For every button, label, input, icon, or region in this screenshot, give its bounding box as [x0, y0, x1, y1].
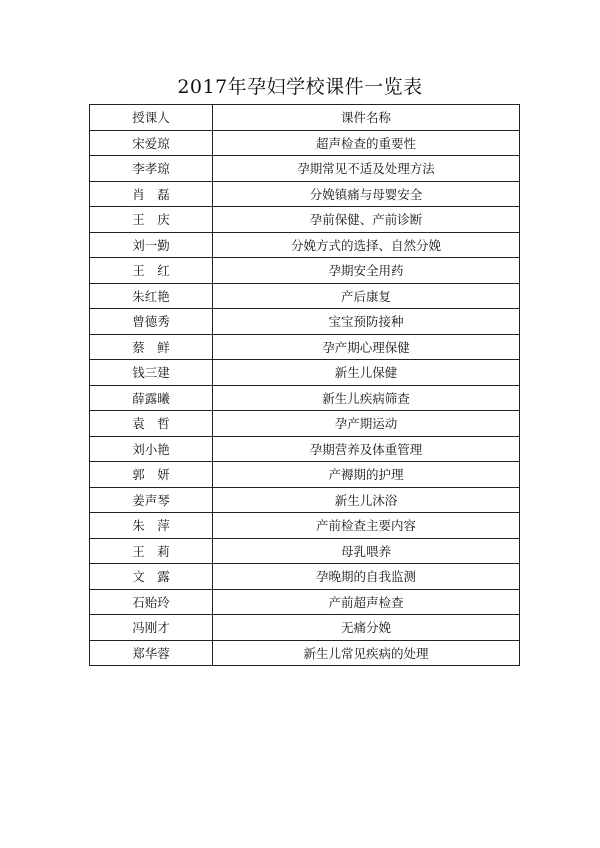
- teacher-cell: 王 庆: [90, 207, 213, 233]
- course-cell: 孕产期心理保健: [213, 334, 520, 360]
- teacher-cell: 朱红艳: [90, 283, 213, 309]
- header-teacher: 授课人: [90, 105, 213, 131]
- teacher-cell: 文 露: [90, 564, 213, 590]
- table-row: [90, 156, 520, 182]
- course-cell: 分娩镇痛与母婴安全: [213, 181, 520, 207]
- teacher-cell: 石贻玲: [90, 589, 213, 615]
- table-body: [90, 130, 520, 666]
- table-row: [90, 232, 520, 258]
- course-cell: 超声检查的重要性: [213, 130, 520, 156]
- course-cell: 孕期安全用药: [213, 258, 520, 284]
- teacher-cell: 袁 哲: [90, 411, 213, 437]
- table-row: [90, 487, 520, 513]
- table-row: [90, 411, 520, 437]
- page-title: 2017年孕妇学校课件一览表: [177, 76, 423, 98]
- teacher-cell: 肖 磊: [90, 181, 213, 207]
- teacher-cell: 王 红: [90, 258, 213, 284]
- course-cell: 孕产期运动: [213, 411, 520, 437]
- teacher-cell: 朱 萍: [90, 513, 213, 539]
- course-cell: 新生儿沐浴: [213, 487, 520, 513]
- table-row: [90, 181, 520, 207]
- course-cell: 产后康复: [213, 283, 520, 309]
- teacher-cell: 姜声琴: [90, 487, 213, 513]
- teacher-cell: 薛露曦: [90, 385, 213, 411]
- course-cell: 孕前保健、产前诊断: [213, 207, 520, 233]
- table-row: [90, 640, 520, 666]
- table-header-row: [90, 105, 520, 131]
- course-table: [89, 104, 520, 666]
- table-row: [90, 334, 520, 360]
- table-row: [90, 589, 520, 615]
- teacher-cell: 李孝琼: [90, 156, 213, 182]
- teacher-cell: 冯刚才: [90, 615, 213, 641]
- teacher-cell: 郑华蓉: [90, 640, 213, 666]
- course-cell: 新生儿疾病筛查: [213, 385, 520, 411]
- course-cell: 产前检查主要内容: [213, 513, 520, 539]
- teacher-cell: 蔡 鲜: [90, 334, 213, 360]
- table-row: [90, 283, 520, 309]
- teacher-cell: 郭 妍: [90, 462, 213, 488]
- course-cell: 产褥期的护理: [213, 462, 520, 488]
- table-row: [90, 436, 520, 462]
- teacher-cell: 刘小艳: [90, 436, 213, 462]
- table-row: [90, 615, 520, 641]
- course-cell: 无痛分娩: [213, 615, 520, 641]
- teacher-cell: 王 莉: [90, 538, 213, 564]
- course-cell: 产前超声检查: [213, 589, 520, 615]
- teacher-cell: 曾德秀: [90, 309, 213, 335]
- course-cell: 孕期营养及体重管理: [213, 436, 520, 462]
- course-cell: 母乳喂养: [213, 538, 520, 564]
- teacher-cell: 宋爱琼: [90, 130, 213, 156]
- course-cell: 孕晚期的自我监测: [213, 564, 520, 590]
- course-cell: 宝宝预防接种: [213, 309, 520, 335]
- course-cell: 分娩方式的选择、自然分娩: [213, 232, 520, 258]
- table-row: [90, 385, 520, 411]
- table-row: [90, 564, 520, 590]
- table-row: [90, 207, 520, 233]
- course-cell: 孕期常见不适及处理方法: [213, 156, 520, 182]
- teacher-cell: 刘一勤: [90, 232, 213, 258]
- teacher-cell: 钱三建: [90, 360, 213, 386]
- table-row: [90, 258, 520, 284]
- course-cell: 新生儿保健: [213, 360, 520, 386]
- table-row: [90, 130, 520, 156]
- table-row: [90, 462, 520, 488]
- course-cell: 新生儿常见疾病的处理: [213, 640, 520, 666]
- table-row: [90, 360, 520, 386]
- table-row: [90, 513, 520, 539]
- header-course: 课件名称: [213, 105, 520, 131]
- table-row: [90, 309, 520, 335]
- table-row: [90, 538, 520, 564]
